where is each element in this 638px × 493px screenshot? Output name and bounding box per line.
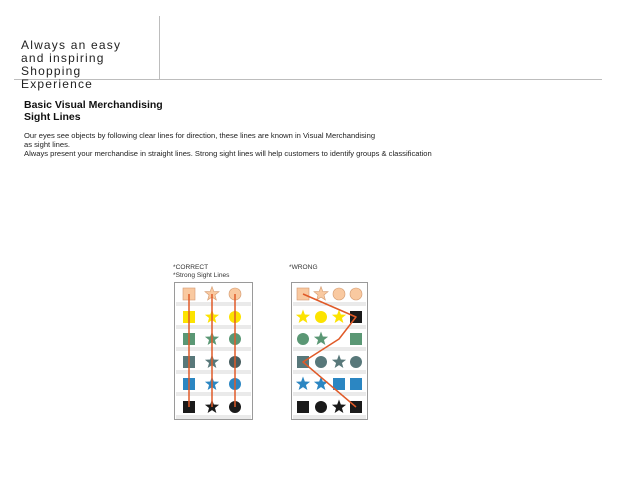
merch-circle <box>315 356 327 368</box>
tagline <box>21 39 161 91</box>
merch-circle <box>315 311 327 323</box>
section-title-line: Sight Lines <box>24 111 81 123</box>
body-line: Always present your merchandise in straight lines. Strong sight lines will help customers to identify groups & classification <box>24 149 432 159</box>
merch-circle <box>350 288 362 300</box>
section-body <box>24 131 494 159</box>
section-title <box>24 99 324 123</box>
merch-square <box>350 333 362 345</box>
wrong-caption-line: *WRONG <box>289 264 318 271</box>
body-line: as sight lines. <box>24 140 71 150</box>
correct-shelf-diagram <box>174 282 253 420</box>
body-line: Our eyes see objects by following clear lines for direction, these lines are known in Visual Merchandising <box>24 131 376 140</box>
wrong-shelf-diagram <box>291 282 368 420</box>
correct-caption <box>173 264 229 280</box>
correct-caption-line: *CORRECT <box>173 264 209 271</box>
wrong-caption <box>289 264 318 272</box>
tagline-line: and inspiring Shopping <box>21 51 105 78</box>
merch-square <box>350 378 362 390</box>
merch-circle <box>315 401 327 413</box>
merch-circle <box>297 333 309 345</box>
merch-square <box>297 401 309 413</box>
merch-circle <box>333 288 345 300</box>
section-title-line: Basic Visual Merchandising <box>24 99 163 111</box>
correct-caption-line: *Strong Sight Lines <box>173 272 230 279</box>
merch-circle <box>350 356 362 368</box>
tagline-line: Always an easy <box>21 38 122 52</box>
tagline-line: Experience <box>21 77 94 91</box>
